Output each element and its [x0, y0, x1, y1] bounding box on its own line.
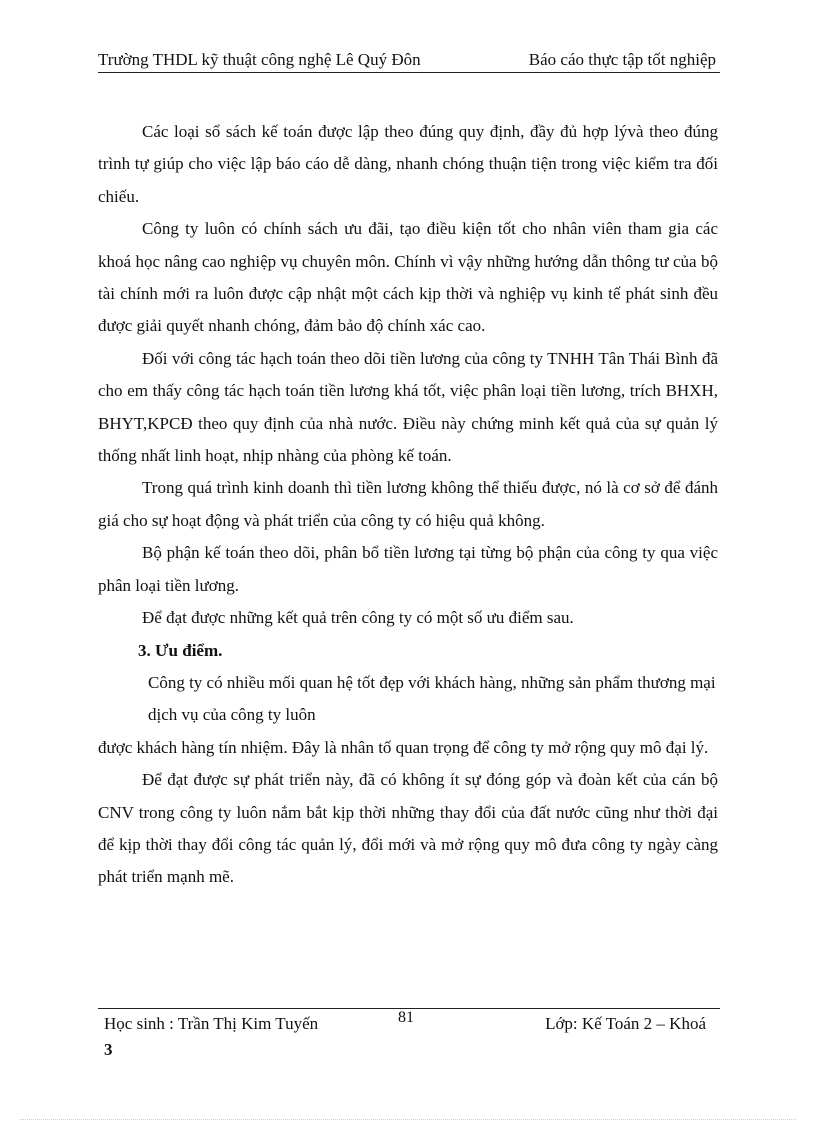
paragraph-8: Để đạt được sự phát triển này, đã có không ít sự đóng góp và đoàn kết của cán bộ CNV trong công ty luôn nắm bắt kịp thời những thay đổi của đất nước cũng như thời đại để kịp thời thay đổi công tác quản lý, đổi mới và mở rộng quy mô đưa công ty ngày càng phát triển mạnh mẽ. [98, 770, 718, 887]
page-number: 81 [398, 1009, 414, 1026]
paragraph-4: Trong quá trình kinh doanh thì tiền lương không thể thiếu được, nó là cơ sở để đánh giá cho sự hoạt động và phát triển của công ty có hiệu quả không. [98, 478, 718, 530]
paragraph-5: Bộ phận kế toán theo dõi, phân bổ tiền lương tại từng bộ phận của công ty qua việc phân loại tiền lương. [98, 543, 718, 595]
paragraph-7a: Công ty có nhiều mối quan hệ tốt đẹp với khách hàng, những sản phẩm thương mại dịch vụ của công ty luôn [148, 672, 716, 725]
header-report-title: Báo cáo thực tập tốt nghiệp [528, 50, 716, 69]
page-body [98, 116, 718, 894]
paragraph-3: Đối với công tác hạch toán theo dõi tiền lương của công ty TNHH Tân Thái Bình đã cho em thấy công tác hạch toán tiền lương khá tốt, việc phân loại tiền lương, trích BHXH, BHYT,KPCĐ theo quy định của nhà nước. Điều này chứng minh kết quả của sự quản lý thống nhất linh hoạt, nhịp nhàng của phòng kế toán. [98, 348, 718, 466]
paragraph-2: Công ty luôn có chính sách ưu đãi, tạo điều kiện tốt cho nhân viên tham gia các khoá học nâng cao nghiệp vụ chuyên môn. Chính vì vậy những hướng dẫn thông tư của bộ tài chính mới ra luôn được cập nhật một cách kịp thời và nghiệp vụ kinh tế phát sinh đều được giải quyết nhanh chóng, đảm bảo độ chính xác cao. [98, 219, 718, 336]
footer-class: Lớp: Kế Toán 2 – Khoá [545, 1014, 706, 1033]
page-bottom-border [20, 1119, 796, 1120]
paragraph-1: Các loại sổ sách kế toán được lập theo đúng quy định, đầy đủ hợp lývà theo đúng trình tự giúp cho việc lập báo cáo dễ dàng, nhanh chóng thuận tiện trong việc kiểm tra đối chiếu. [98, 122, 718, 206]
page-header [98, 48, 720, 73]
footer-student: Học sinh : Trần Thị Kim Tuyến [104, 1014, 319, 1033]
header-school-name: Trường THDL kỹ thuật công nghệ Lê Quý Đôn [98, 50, 421, 69]
paragraph-6: Để đạt được những kết quả trên công ty có một số ưu điểm sau. [142, 608, 574, 628]
section-heading: 3. Ưu điểm. [138, 640, 223, 660]
paragraph-7b: được khách hàng tín nhiệm. Đây là nhân tố quan trọng để công ty mở rộng quy mô đại lý. [98, 737, 709, 757]
footer-course-number: 3 [104, 1040, 113, 1059]
